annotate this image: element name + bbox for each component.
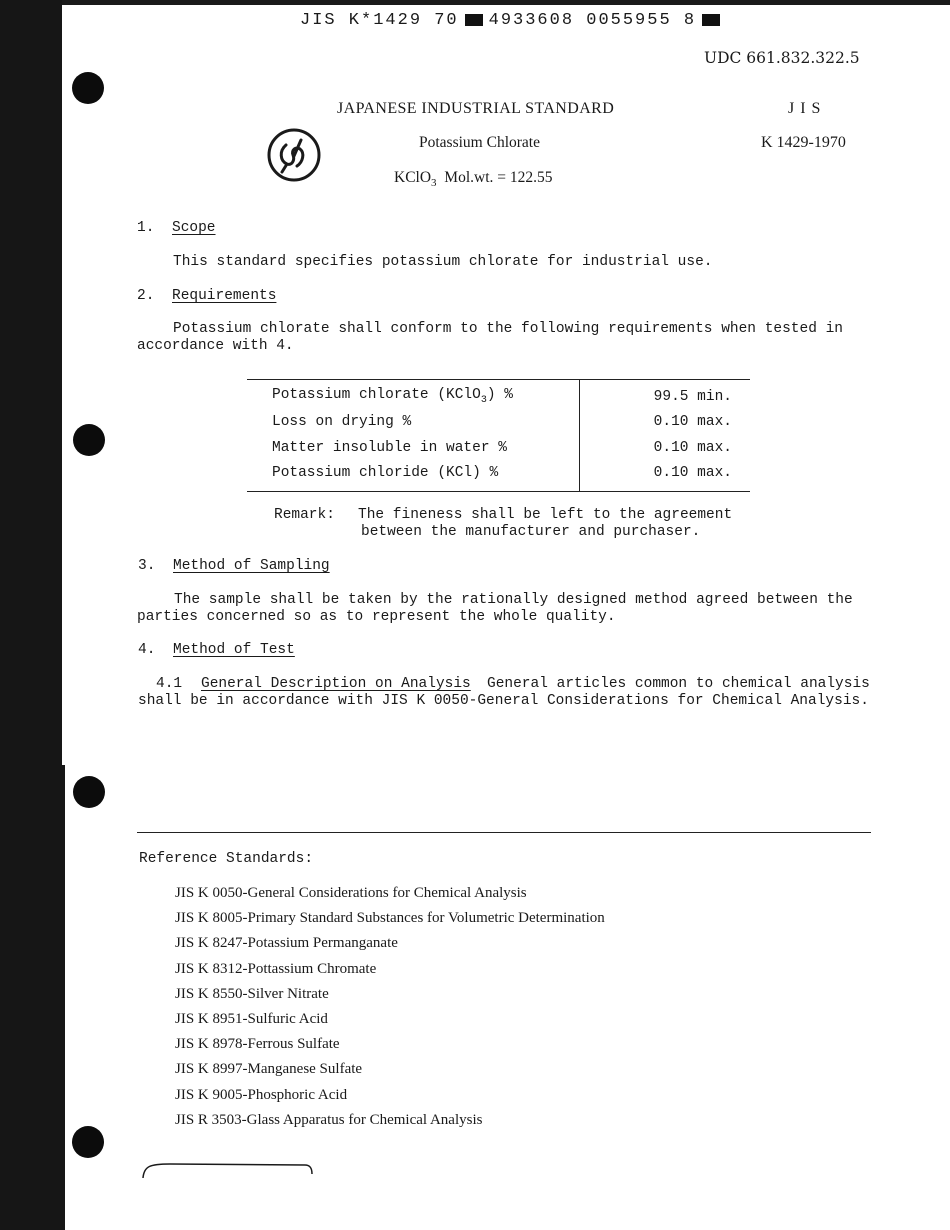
table-row — [247, 435, 750, 461]
list-item: JIS K 8005-Primary Standard Substances for Volumetric Determination — [175, 910, 605, 927]
list-item: JIS K 0050-General Considerations for Chemical Analysis — [175, 885, 527, 901]
reference-heading: Reference Standards: — [139, 851, 314, 867]
formula-line — [394, 169, 553, 189]
chemical-formula: KClO — [394, 169, 432, 186]
document-code-numbers: 4933608 0055955 8 — [488, 11, 697, 30]
list-item: JIS R 3503-Glass Apparatus for Chemical Analysis — [175, 1111, 483, 1128]
list-item: JIS K 8951-Sulfuric Acid — [175, 1010, 328, 1027]
section-3-title: Method of Sampling — [173, 558, 330, 574]
scope-text: This standard specifies potassium chlorate for industrial use. — [173, 254, 713, 270]
table-cell-value: 99.5 min. — [653, 388, 732, 405]
table-cell-property: Potassium chloride (KCl) % — [247, 461, 580, 492]
table-cell-property: Matter insoluble in water % — [247, 435, 580, 461]
page-corner-mark — [140, 1158, 320, 1182]
table-cell-value: 0.10 max. — [653, 414, 732, 431]
jis-mark-logo — [265, 126, 325, 186]
jis-label: J I S — [788, 100, 822, 117]
scan-left-edge — [0, 0, 62, 1230]
punch-hole — [72, 1126, 104, 1158]
table-row — [247, 380, 750, 410]
list-item: JIS K 8247-Potassium Permanganate — [175, 935, 398, 952]
test-text-line-2: shall be in accordance with JIS K 0050-General Considerations for Chemical Analysis. — [138, 693, 869, 709]
section-3-number: 3. — [138, 558, 156, 574]
punch-hole — [73, 424, 105, 456]
standard-type-heading: JAPANESE INDUSTRIAL STANDARD — [337, 100, 615, 117]
punch-hole — [73, 776, 105, 808]
molecular-weight: Mol.wt. = 122.55 — [444, 169, 553, 186]
table-cell-value: 0.10 max. — [653, 439, 732, 456]
redaction-block — [465, 14, 483, 26]
remark-text-line-1: The fineness shall be left to the agreement — [358, 507, 733, 523]
scan-left-edge-lower — [62, 765, 65, 1230]
subsection-4-1-number: 4.1 — [156, 676, 183, 692]
list-item: JIS K 8550-Silver Nitrate — [175, 985, 329, 1002]
table-cell-property: Potassium chlorate (KClO$_3$) % — [247, 380, 580, 410]
section-1-title: Scope — [172, 220, 216, 236]
list-item: JIS K 8997-Manganese Sulfate — [175, 1061, 363, 1078]
requirements-text-line-1: Potassium chlorate shall conform to the following requirements when tested in — [173, 321, 844, 337]
jis-number: K 1429-1970 — [761, 134, 846, 151]
document-code-line — [300, 11, 726, 30]
sampling-text-line-2: parties concerned so as to represent the whole quality. — [137, 609, 616, 625]
document-code-prefix: JIS K*1429 70 — [300, 11, 459, 30]
chemical-formula-subscript: 3 — [431, 177, 437, 190]
requirements-text-line-2: accordance with 4. — [137, 338, 294, 354]
udc-number: UDC 661.832.322.5 — [704, 49, 860, 67]
table-cell-value: 0.10 max. — [653, 465, 732, 482]
table-cell-property: Loss on drying % — [247, 410, 580, 436]
section-4-title: Method of Test — [173, 642, 295, 658]
list-item: JIS K 9005-Phosphoric Acid — [175, 1086, 348, 1103]
remark-label: Remark: — [274, 507, 335, 523]
reference-divider — [137, 832, 871, 833]
section-1-number: 1. — [137, 220, 155, 236]
subsection-4-1-title: General Description on Analysis — [201, 676, 471, 692]
scan-top-edge — [0, 0, 950, 5]
list-item: JIS K 8978-Ferrous Sulfate — [175, 1036, 340, 1053]
section-2-title: Requirements — [172, 288, 277, 304]
section-4-number: 4. — [138, 642, 156, 658]
sampling-text-line-1: The sample shall be taken by the rationally designed method agreed between the — [174, 592, 853, 608]
table-row — [247, 461, 750, 492]
remark-text-line-2: between the manufacturer and purchaser. — [361, 524, 701, 540]
requirements-table — [247, 379, 750, 492]
test-text-line-1: General articles common to chemical analysis — [487, 676, 870, 692]
list-item: JIS K 8312-Pottassium Chromate — [175, 960, 377, 977]
table-row — [247, 410, 750, 436]
section-2-number: 2. — [137, 288, 155, 304]
redaction-block — [702, 14, 720, 26]
punch-hole — [72, 72, 104, 104]
product-title: Potassium Chlorate — [419, 134, 540, 151]
reference-list — [175, 883, 605, 1135]
